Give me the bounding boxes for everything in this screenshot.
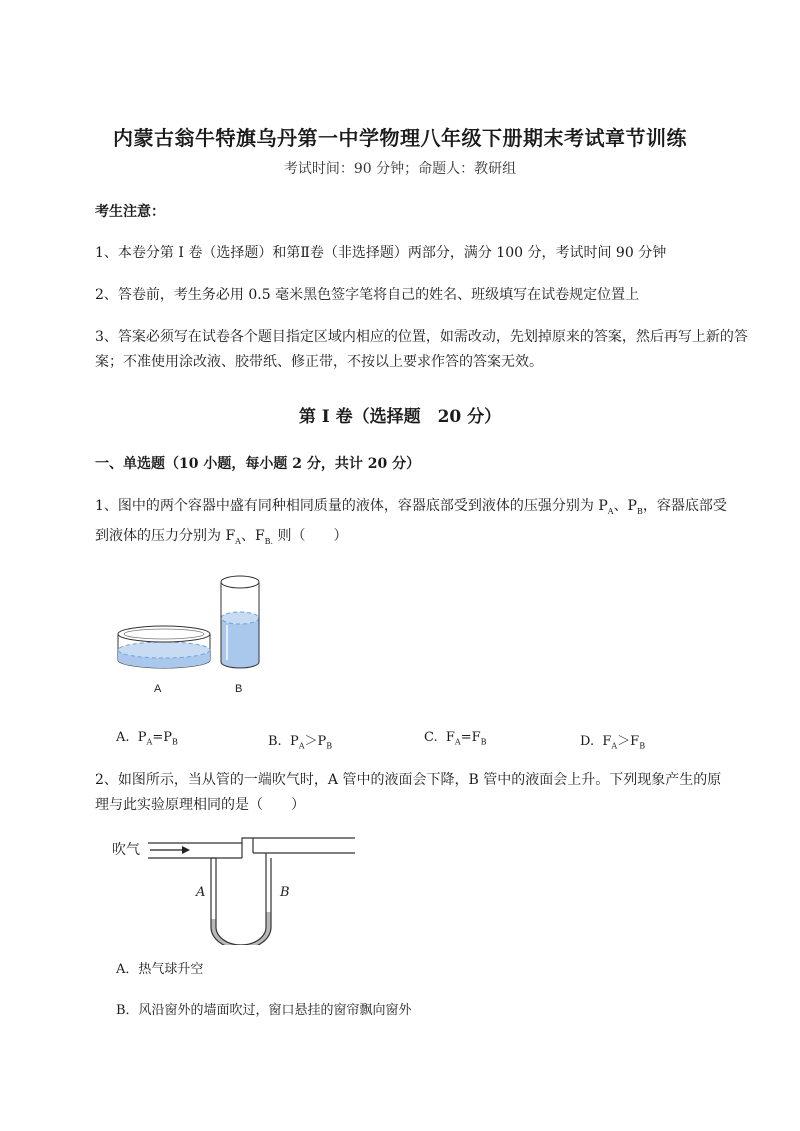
page-title: 内蒙古翁牛特旗乌丹第一中学物理八年级下册期末考试章节训练 xyxy=(113,126,687,150)
exam-info: 考试时间：90 分钟；命题人：教研组 xyxy=(283,161,517,177)
question-1-option-b[interactable]: B. $P_A>P_B$ xyxy=(268,734,333,751)
question-1-option-c[interactable]: C. $F_A=F_B$ xyxy=(424,730,487,747)
horizontal-tube xyxy=(148,838,355,858)
notice-item-1: 1、本卷分第 I 卷（选择题）和第Ⅱ卷（非选择题）两部分，满分 100 分，考试时间 90 分钟 xyxy=(95,245,667,261)
notice-heading: 考生注意： xyxy=(95,204,165,220)
u-tube xyxy=(211,838,271,945)
part-heading: 一、单选题（10 小题，每小题 2 分，共计 20 分） xyxy=(95,456,421,472)
section-title: 第 I 卷（选择题 20 分） xyxy=(298,407,502,427)
question-1-figure xyxy=(110,570,270,700)
blow-arrow-icon xyxy=(150,846,190,854)
figure-blow-label: 吹气 xyxy=(112,842,140,858)
figure-label-a: A xyxy=(154,683,162,695)
container-a xyxy=(118,626,210,668)
question-2-option-a[interactable]: A．热气球升空 xyxy=(116,962,204,977)
notice-item-3: 3、答案必须写在试卷各个题目指定区域内相应的位置，如需改动，先划掉原来的答案，然后再写上新的答案；不准使用涂改液、胶带纸、修正带，不按以上要求作答的答案无效。 xyxy=(95,329,748,370)
tube-label-a: A xyxy=(196,885,206,900)
question-2-option-b[interactable]: B．风沿窗外的墙面吹过，窗口悬挂的窗帘飘向窗外 xyxy=(116,1003,412,1018)
notice-item-2: 2、答卷前，考生务必用 0.5 毫米黑色签字笔将自己的姓名、班级填写在试卷规定位置上 xyxy=(95,287,640,303)
question-1-option-d[interactable]: D. $F_A>F_B$ xyxy=(580,734,646,751)
container-b xyxy=(221,576,259,668)
question-2-stem: 2、如图所示，当从管的一端吹气时，A 管中的液面会下降，B 管中的液面会上升。下列现象产生的原 理与此实验原理相同的是（ ） xyxy=(95,772,722,813)
figure-label-b: B xyxy=(235,683,243,695)
tube-label-b: B xyxy=(280,885,290,900)
question-2-figure xyxy=(110,830,360,945)
question-1-option-a[interactable]: A. $P_A=P_B$ xyxy=(116,730,178,747)
question-1-stem: 1、图中的两个容器中盛有同种相同质量的液体，容器底部受到液体的压强分别为 $P_A$、$P_B$，容器底部受 到液体的压力分别为 $F_A$、$F_{B.}$ 则（ ） xyxy=(95,498,727,546)
